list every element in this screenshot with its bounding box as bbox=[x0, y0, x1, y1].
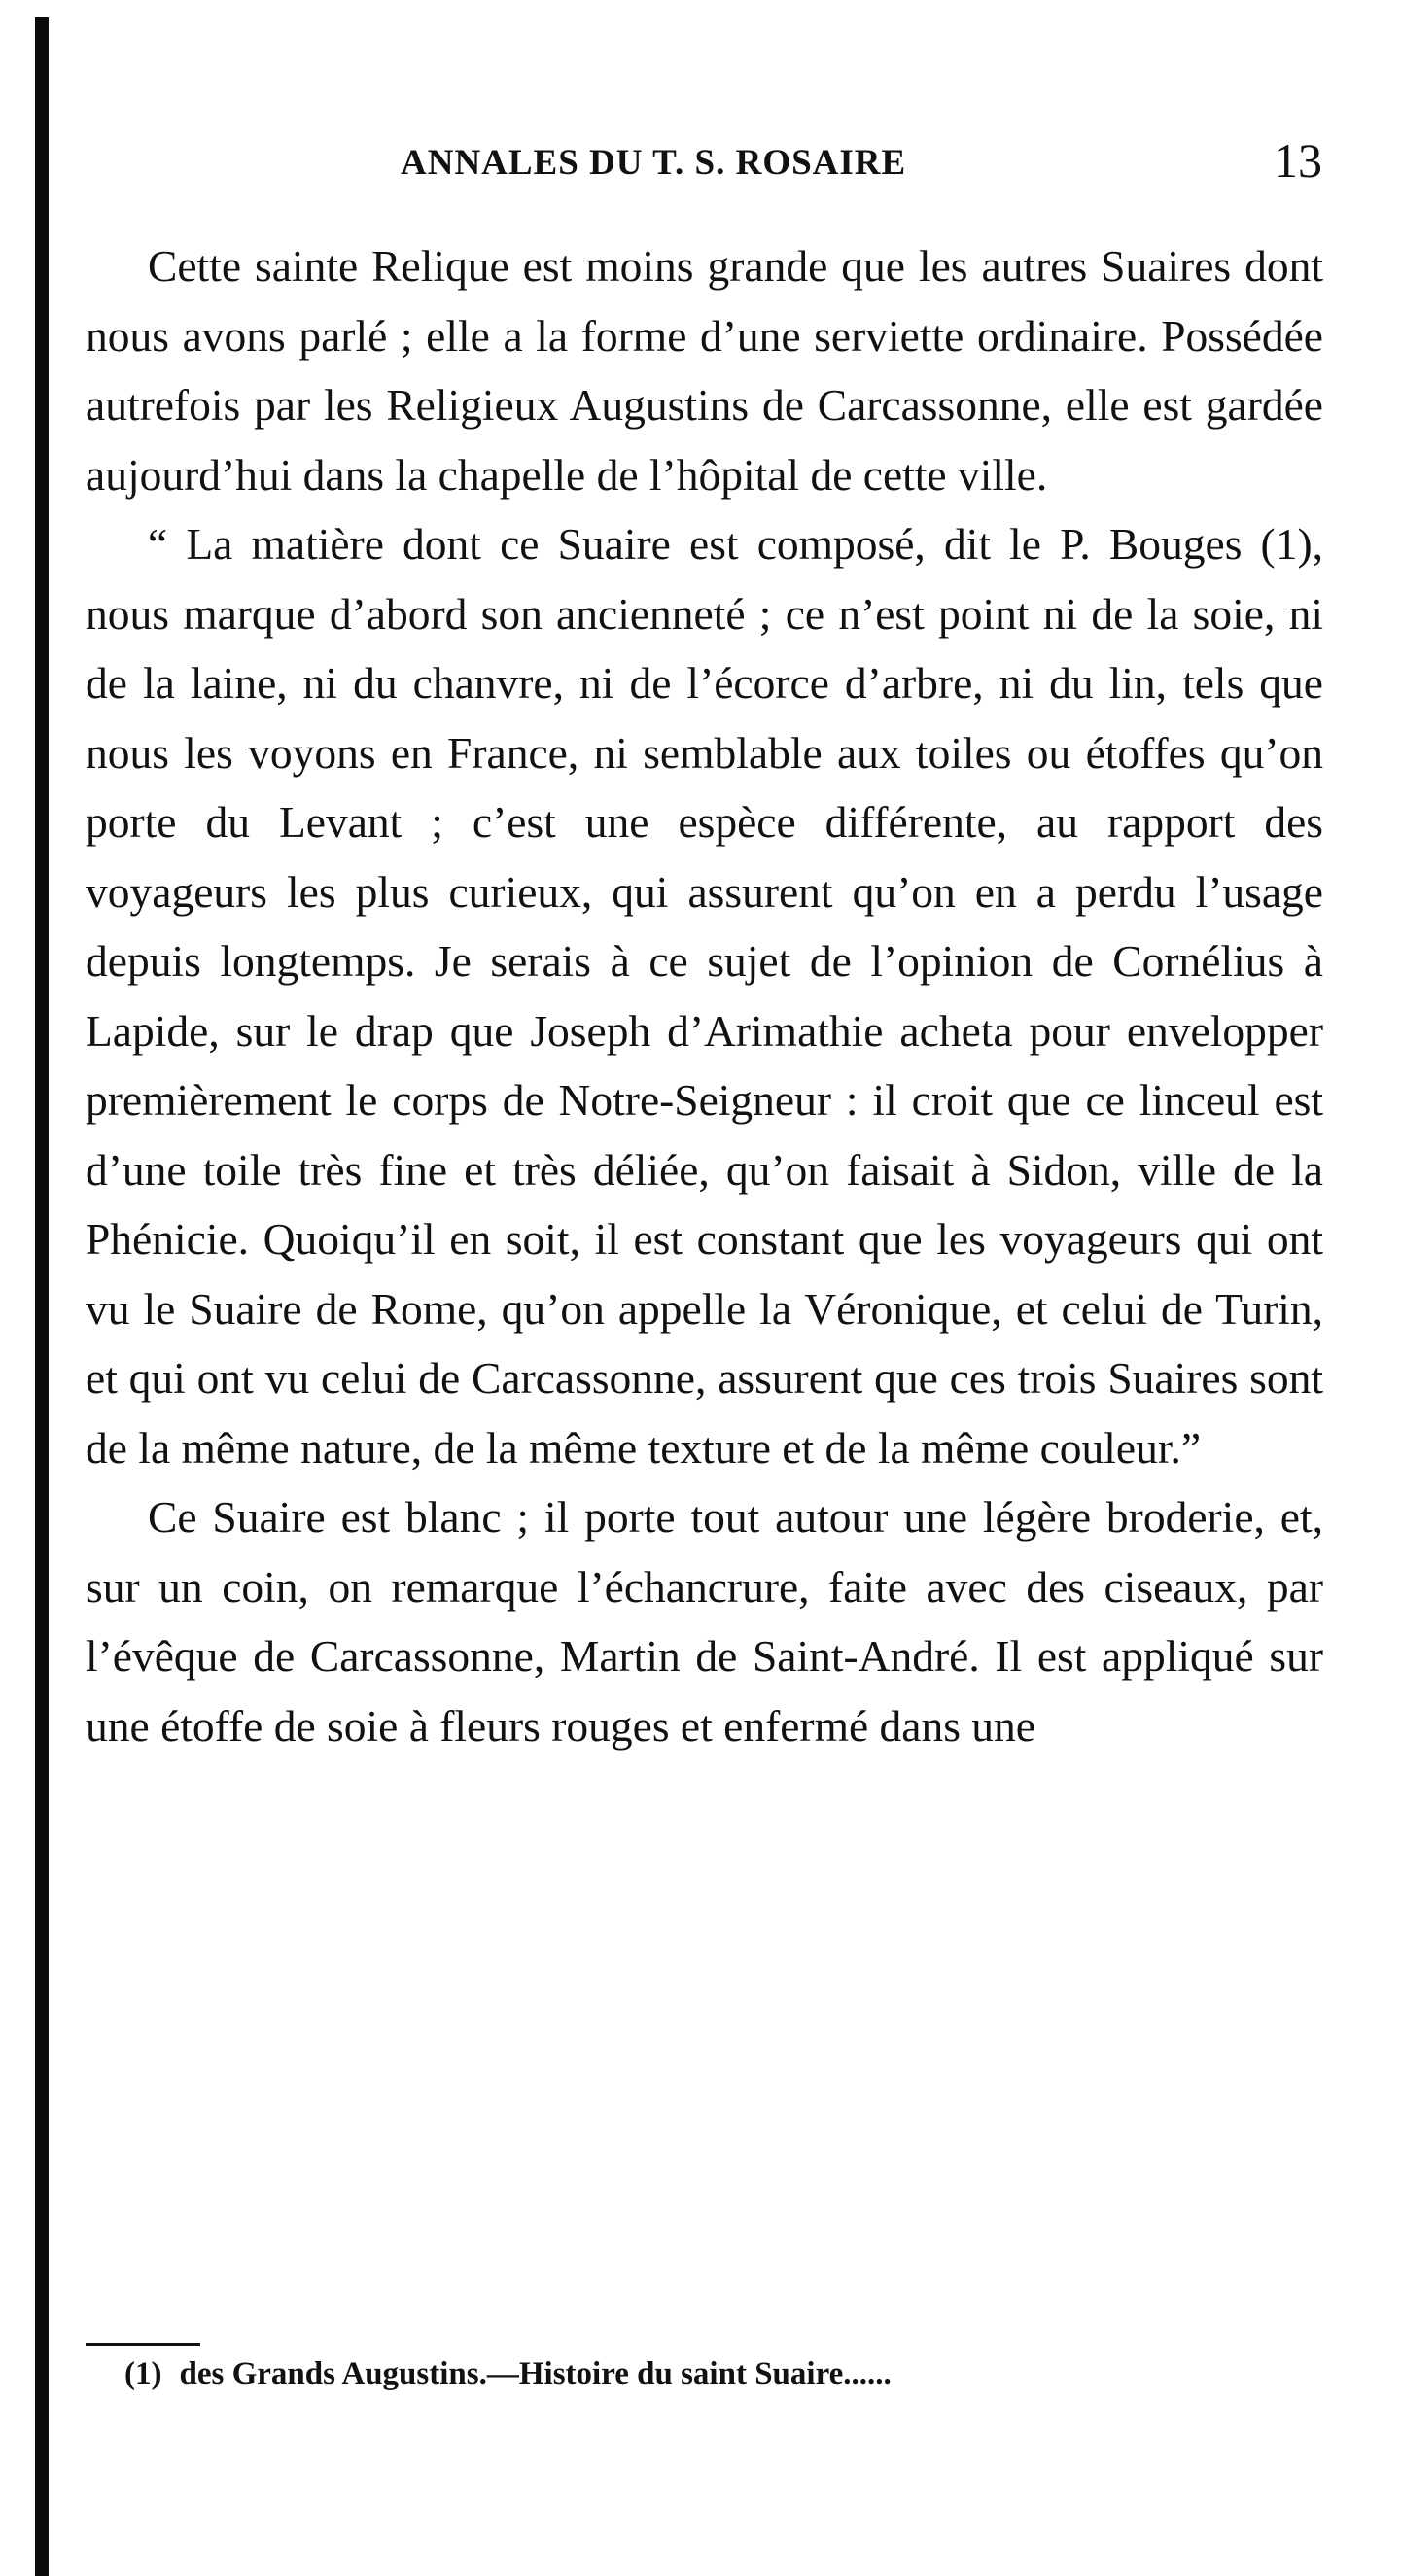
paragraph-relic-description: Cette sainte Relique est moins grande que les autres Suaires dont nous avons parlé ; elle a la forme d’une serviette ordinaire. Possédée autrefois par les Religieux Augustins de Carcassonne, elle est gardée aujourd’hui dans la chapelle de l’hôpital de cette ville. bbox=[86, 241, 1323, 500]
footnote bbox=[124, 2350, 892, 2397]
paragraph-suaire-appearance: Ce Suaire est blanc ; il porte tout autour une légère broderie, et, sur un coin, on remarque l’échancrure, faite avec des ciseaux, par l’évêque de Carcassonne, Martin de Saint-André. Il est appliqué sur une étoffe de soie à fleurs rouges et enfermé dans une bbox=[86, 1492, 1323, 1751]
footnote-marker: (1) bbox=[124, 2356, 162, 2391]
paragraph-bouges-quotation: “ La matière dont ce Suaire est composé, dit le P. Bouges (1), nous marque d’abord son ancienneté ; ce n’est point ni de la soie, ni de la laine, ni du chanvre, ni de l’écorce d’arbre, ni du lin, tels que nous les voyons en France, ni semblable aux toiles ou étoffes qu’on porte du Levant ; c’est une espèce différente, au rapport des voyageurs les plus curieux, qui assurent qu’on en a perdu l’usage depuis longtemps. Je serais à ce sujet de l’opinion de Cornélius à Lapide, sur le drap que Joseph d’Arimathie acheta pour envelopper premièrement le corps de Notre-Seigneur : il croit que ce linceul est d’une toile très fine et très déliée, qu’on faisait à Sidon, ville de la Phénicie. Quoiqu’il en soit, il est constant que les voyageurs qui ont vu le Suaire de Rome, qu’on appelle la Véronique, et celui de Turin, et qui ont vu celui de Carcassonne, assurent que ces trois Suaires sont de la même nature, de la même texture et de la même couleur.” bbox=[86, 519, 1323, 1473]
footnote-text: des Grands Augustins.—Histoire du saint Suaire...... bbox=[179, 2356, 892, 2391]
page-header bbox=[88, 126, 1322, 194]
footnote-rule bbox=[86, 2343, 200, 2346]
page-edge-rule bbox=[35, 17, 49, 2576]
running-title: ANNALES DU T. S. ROSAIRE bbox=[401, 143, 907, 183]
page-number: 13 bbox=[1274, 133, 1322, 188]
body-text bbox=[86, 231, 1323, 1760]
